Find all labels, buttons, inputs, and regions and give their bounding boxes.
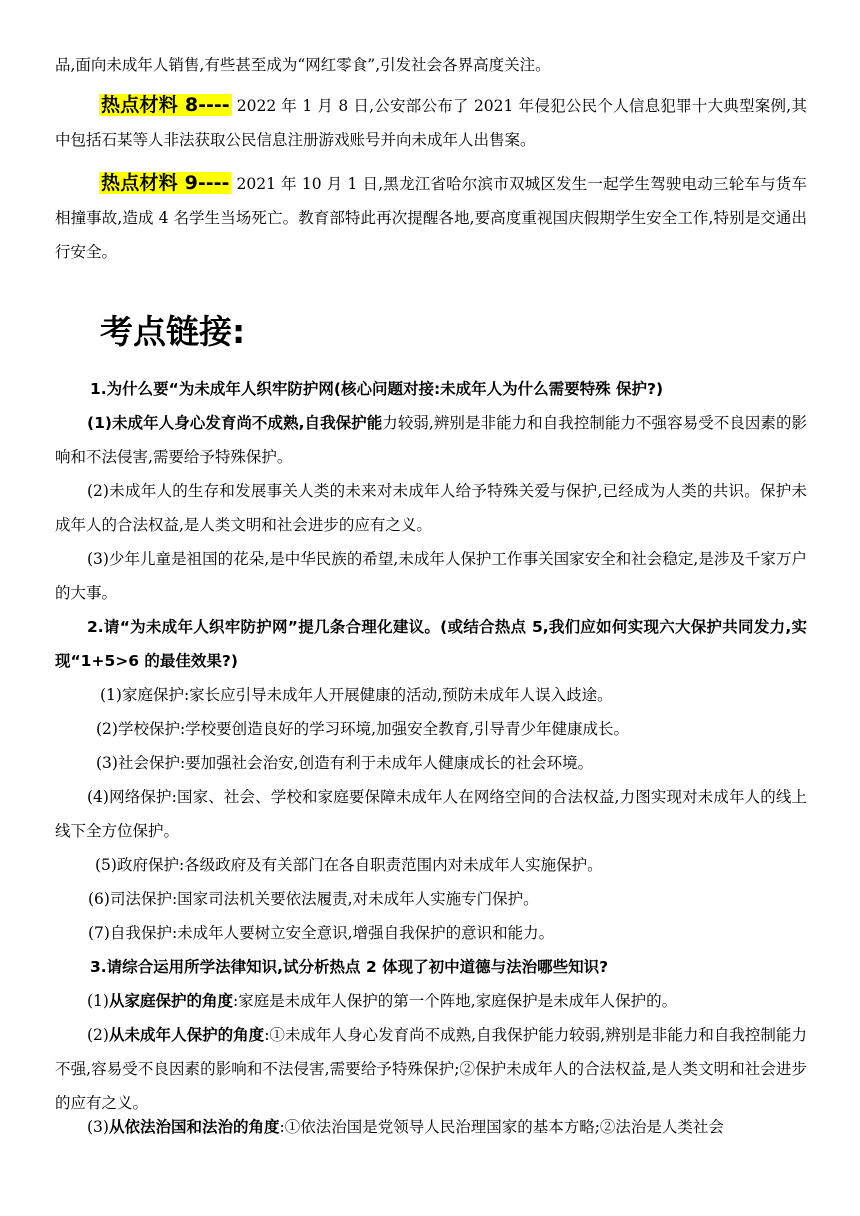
hot-material-9 <box>55 166 807 269</box>
answer-bold: 从依法治国和法治的角度 <box>108 1118 280 1136</box>
question-3-answer-3 <box>55 1110 807 1144</box>
answer-rest: :①未成年人身心发育尚不成熟,自我保护能力较弱,辨别是非能力和自我控制能力不强,容易受不良因素的影响和不法侵害,需要给予特殊保护;②保护未成年人的合法权益,是人类文明和社会进步的应有之义。 <box>55 1026 807 1112</box>
answer-bold: 从未成年人保护的角度 <box>108 1026 265 1044</box>
answer-number: (3) <box>87 1118 109 1136</box>
hot-material-9-text: 2021 年 10 月 1 日,黑龙江省哈尔滨市双城区发生一起学生驾驶电动三轮车与货车相撞事故,造成 4 名学生当场死亡。教育部特此再次提醒各地,要高度重视国庆假期学生安全工作,特别是交通出行安全。 <box>55 175 807 261</box>
answer-bold: 从家庭保护的角度 <box>108 992 233 1010</box>
question-2-item-6: (6)司法保护:国家司法机关要依法履责,对未成年人实施专门保护。 <box>88 890 539 908</box>
section-heading: 考点链接: <box>100 312 246 351</box>
question-2-item-7: (7)自我保护:未成年人要树立安全意识,增强自我保护的意识和能力。 <box>88 924 555 942</box>
question-3-title: 3.请综合运用所学法律知识,试分析热点 2 体现了初中道德与法治哪些知识? <box>90 958 609 976</box>
question-2-item-4: (4)网络保护:国家、社会、学校和家庭要保障未成年人在网络空间的合法权益,力图实现对未成年人的线上线下全方位保护。 <box>55 788 807 840</box>
hot-material-8-text: 2022 年 1 月 8 日,公安部公布了 2021 年侵犯公民个人信息犯罪十大典型案例,其中包括石某等人非法获取公民信息注册游戏账号并向未成年人出售案。 <box>55 97 807 149</box>
question-2-item-5: (5)政府保护:各级政府及有关部门在各自职责范围内对未成年人实施保护。 <box>95 856 603 874</box>
paragraph-continuation: 品,面向未成年人销售,有些甚至成为“网红零食”,引发社会各界高度关注。 <box>55 56 551 74</box>
question-2-item-2: (2)学校保护:学校要创造良好的学习环境,加强安全教育,引导青少年健康成长。 <box>96 720 630 738</box>
question-1-answer-3: (3)少年儿童是祖国的花朵,是中华民族的希望,未成年人保护工作事关国家安全和社会稳定,是涉及千家万户的大事。 <box>55 550 807 602</box>
question-3-answer-1 <box>55 984 807 1018</box>
hot-material-8 <box>55 88 807 157</box>
question-2-title: 2.请“为未成年人织牢防护网”提几条合理化建议。(或结合热点 5,我们应如何实现六大保护共同发力,实现“1+5>6 的最佳效果?) <box>55 618 807 670</box>
answer-1-bold: (1)未成年人身心发育尚不成熟,自我保护能 <box>87 414 383 432</box>
answer-1-rest: 力较弱,辨别是非能力和自我控制能力不强容易受不良因素的影响和不法侵害,需要给予特殊保护。 <box>55 414 807 466</box>
answer-rest: :①依法治国是党领导人民治理国家的基本方略;②法治是人类社会 <box>279 1118 724 1136</box>
question-2-item-1: (1)家庭保护:家长应引导未成年人开展健康的活动,预防未成年人误入歧途。 <box>100 686 613 704</box>
question-2-item-3: (3)社会保护:要加强社会治安,创造有利于未成年人健康成长的社会环境。 <box>96 754 594 772</box>
question-1-answer-1 <box>55 406 807 474</box>
answer-number: (1) <box>87 992 109 1010</box>
question-1-title: 1.为什么要“为未成年人织牢防护网(核心问题对接:未成年人为什么需要特殊 保护?) <box>90 380 664 398</box>
question-3-answer-2 <box>55 1018 807 1120</box>
answer-number: (2) <box>87 1026 109 1044</box>
answer-rest: :家庭是未成年人保护的第一个阵地,家庭保护是未成年人保护的。 <box>232 992 678 1010</box>
hot-material-9-label: 热点材料 9---- <box>101 172 230 194</box>
hot-material-8-label: 热点材料 8---- <box>101 94 230 116</box>
question-1-answer-2: (2)未成年人的生存和发展事关人类的未来对未成年人给予特殊关爱与保护,已经成为人类的共识。保护未成年人的合法权益,是人类文明和社会进步的应有之义。 <box>55 482 807 534</box>
